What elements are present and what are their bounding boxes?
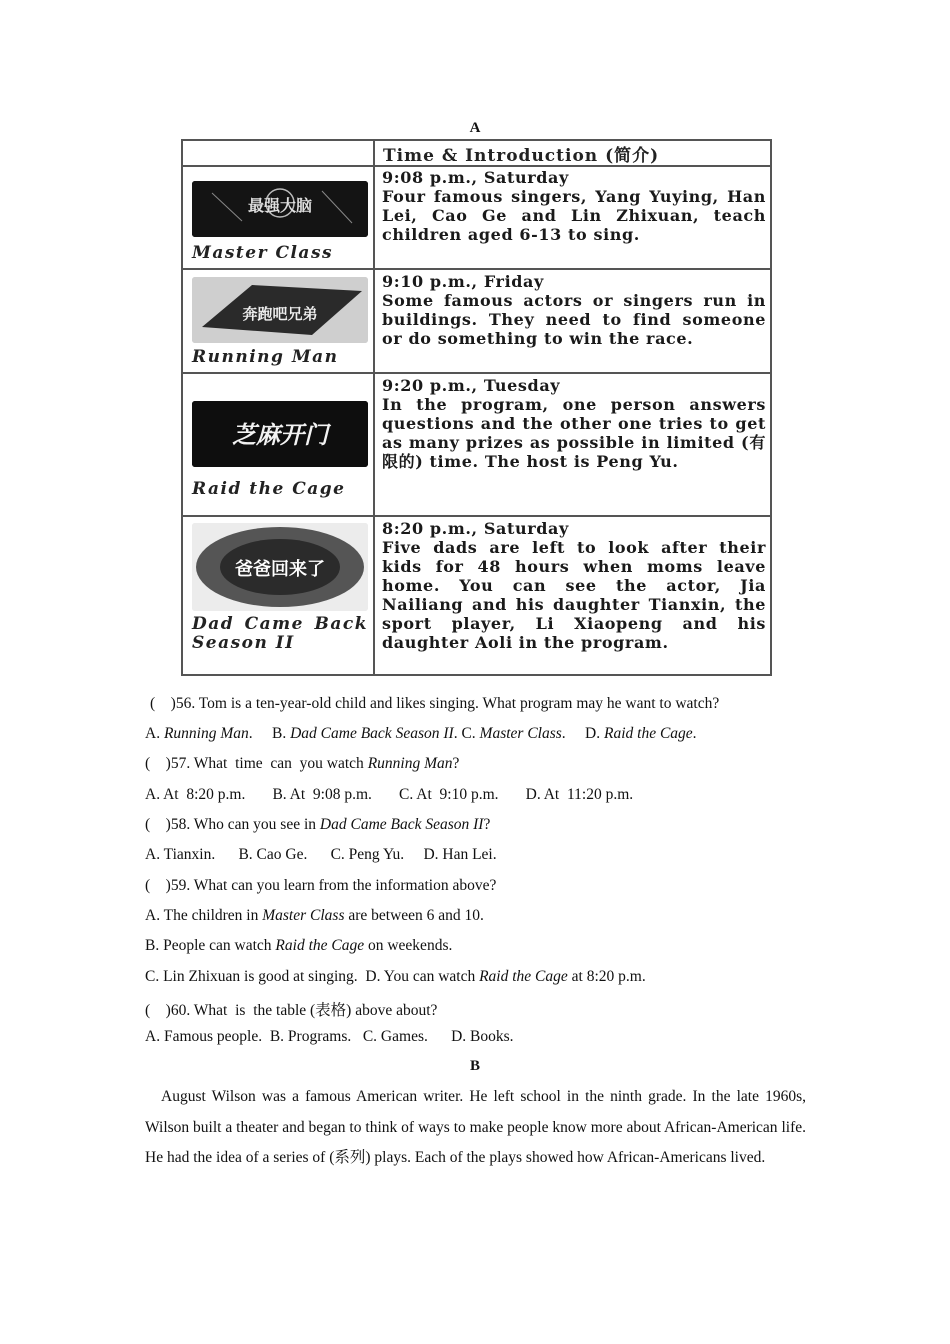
question-58 xyxy=(145,816,490,834)
program-intro: In the program, one person answers questions and the other one tries to get as many prizes as possible in limited (有限的) time. The host is Peng Yu. xyxy=(382,395,766,471)
program-intro: Some famous actors or singers run in buildings. They need to find someone or do something to win the race. xyxy=(382,291,766,348)
row-divider xyxy=(183,268,770,270)
logo-text: 最强大脑 xyxy=(247,196,313,215)
question-italic: Running Man xyxy=(367,755,453,772)
running-man-logo xyxy=(192,277,368,343)
row-divider xyxy=(183,372,770,374)
option-b: Dad Came Back Season II xyxy=(290,725,454,742)
program-name: Master Class xyxy=(192,243,334,263)
question-text: ( )58. Who can you see in xyxy=(145,816,320,833)
option-italic: Raid the Cage xyxy=(479,968,568,985)
logo-text: 奔跑吧兄弟 xyxy=(242,305,318,323)
option-label: B. xyxy=(272,725,291,742)
question-text: ? xyxy=(483,816,491,833)
program-name: Running Man xyxy=(192,347,339,367)
program-name: Dad Came Back Season II xyxy=(192,614,368,653)
logo-text: 芝麻开门 xyxy=(232,421,328,449)
program-time: 9:08 p.m., Saturday xyxy=(382,168,569,187)
option-sep: . xyxy=(692,725,697,742)
option-text: C. Lin Zhixuan is good at singing. D. You can watch xyxy=(145,968,480,985)
program-info xyxy=(382,272,766,348)
program-time: 8:20 p.m., Saturday xyxy=(382,519,569,538)
question-57-options: A. At 8:20 p.m. B. At 9:08 p.m. C. At 9:10 p.m. D. At 11:20 p.m. xyxy=(145,786,634,803)
question-59-option-b xyxy=(145,937,452,955)
option-sep: . xyxy=(561,725,586,742)
option-label: D. xyxy=(585,725,604,742)
dad-came-back-logo xyxy=(192,523,368,611)
option-a: Running Man xyxy=(163,725,249,742)
option-text: at 8:20 p.m. xyxy=(567,968,646,985)
question-56: ( )56. Tom is a ten-year-old child and likes singing. What program may he want to watch? xyxy=(150,695,720,712)
program-info xyxy=(382,168,766,244)
question-58-options: A. Tianxin. B. Cao Ge. C. Peng Yu. D. Han Lei. xyxy=(145,846,497,863)
option-sep: . xyxy=(248,725,273,742)
option-label: C. xyxy=(461,725,480,742)
option-sep: . xyxy=(453,725,462,742)
row-divider xyxy=(183,515,770,517)
option-label: A. xyxy=(145,725,164,742)
table-header: Time & Introduction (简介) xyxy=(383,146,660,166)
option-text: B. People can watch xyxy=(145,937,276,954)
option-italic: Raid the Cage xyxy=(275,937,365,954)
option-text: on weekends. xyxy=(364,937,453,954)
question-text: ( )57. What time can you watch xyxy=(145,755,368,772)
question-text: ? xyxy=(452,755,460,772)
program-intro: Five dads are left to look after their kids for 48 hours when moms leave home. You can see the actor, Jia Nailiang and his daughter Tianxin, the sport player, Li Xiaopeng and his daughter Aoli in the program. xyxy=(382,538,766,652)
question-60: ( )60. What is the table (表格) above about? xyxy=(145,1002,438,1019)
question-59-option-cd xyxy=(145,968,646,986)
program-info xyxy=(382,519,766,652)
option-italic: Master Class xyxy=(262,907,345,924)
question-57 xyxy=(145,755,459,773)
option-c: Master Class xyxy=(479,725,562,742)
section-b-title: B xyxy=(469,1058,480,1074)
program-intro: Four famous singers, Yang Yuying, Han Lei, Cao Ge and Lin Zhixuan, teach children aged 6-13 to sing. xyxy=(382,187,766,244)
question-italic: Dad Came Back Season II xyxy=(319,816,484,833)
master-class-logo xyxy=(192,181,368,237)
option-text: A. The children in xyxy=(145,907,263,924)
question-56-options xyxy=(145,725,697,743)
option-text: are between 6 and 10. xyxy=(344,907,484,924)
program-table xyxy=(181,139,772,676)
option-d: Raid the Cage xyxy=(603,725,693,742)
program-name: Raid the Cage xyxy=(192,479,346,499)
question-59-option-a xyxy=(145,907,484,925)
raid-the-cage-logo xyxy=(192,401,368,467)
passage-b: August Wilson was a famous American writer. He left school in the ninth grade. In the late 1960s, Wilson built a theater and began to think of ways to make people know more about African-American life. He had the idea of a series of (系列) plays. Each of the plays showed how African-Americans lived. xyxy=(145,1088,806,1167)
question-59: ( )59. What can you learn from the information above? xyxy=(145,877,497,894)
logo-text: 爸爸回来了 xyxy=(235,559,325,580)
program-time: 9:10 p.m., Friday xyxy=(382,272,544,291)
section-a-title: A xyxy=(469,120,481,136)
program-info xyxy=(382,376,766,471)
question-60-options: A. Famous people. B. Programs. C. Games. D. Books. xyxy=(145,1028,514,1045)
program-time: 9:20 p.m., Tuesday xyxy=(382,376,561,395)
